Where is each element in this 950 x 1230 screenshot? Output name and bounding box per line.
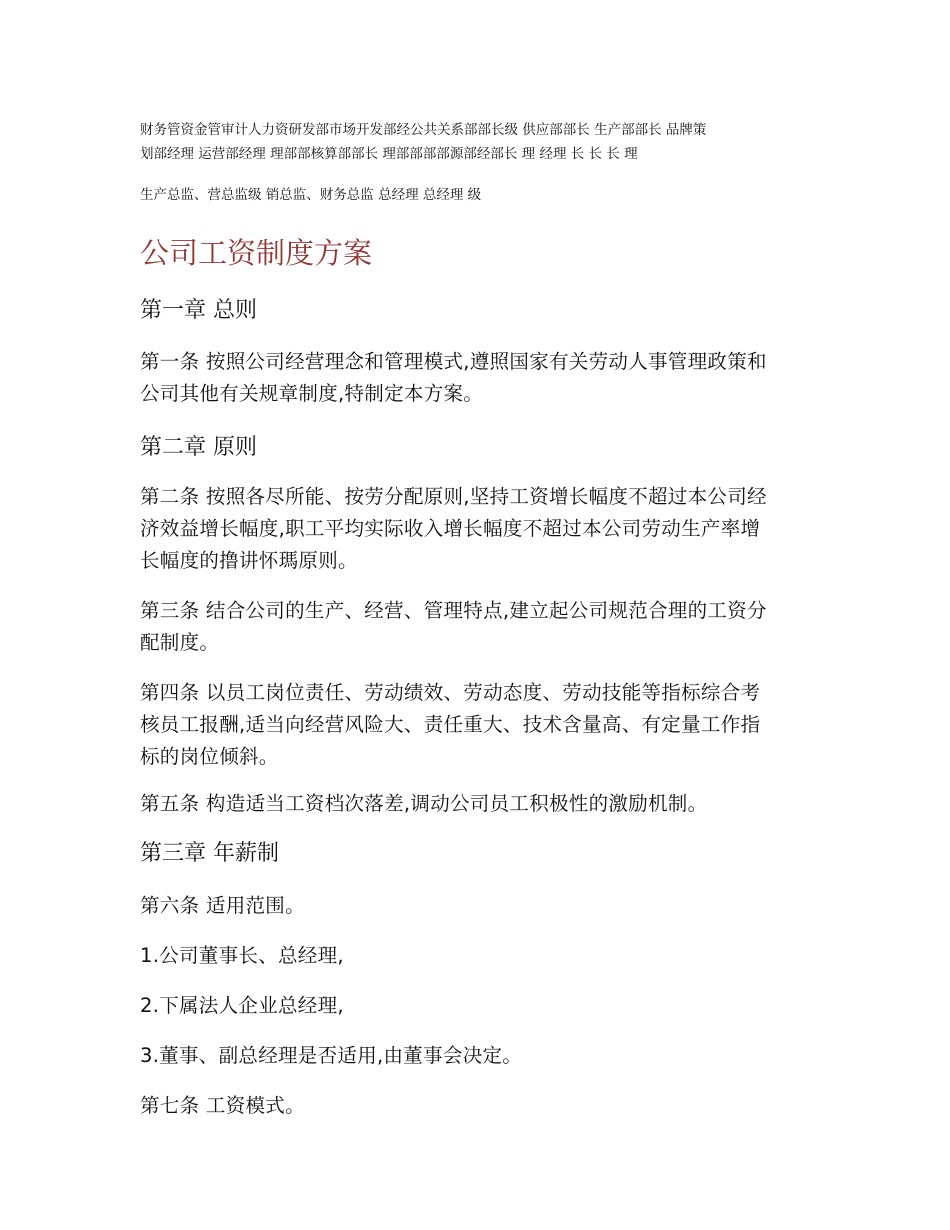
paragraph-line: 第六条 适用范围。 [140, 894, 305, 917]
list-item: 3.董事、副总经理是否适用,由董事会决定。 [140, 1044, 523, 1067]
list-item: 1.公司董事长、总经理, [140, 944, 344, 967]
paragraph-line: 标的岗位倾斜。 [140, 745, 279, 768]
paragraph-line: 济效益增长幅度,职工平均实际收入增长幅度不超过本公司劳动生产率增 [140, 517, 761, 540]
paragraph-line: 第一条 按照公司经营理念和管理模式,遵照国家有关劳动人事管理政策和 [140, 350, 767, 373]
header-line: 划部经理 运营部经理 理部部核算部部长 理部部部部源部经部长 理 经理 长 长 长 理 [140, 146, 638, 162]
paragraph-line: 第五条 构造适当工资档次落差,调动公司员工积极性的激励机制。 [140, 792, 708, 815]
list-item: 2.下属法人企业总经理, [140, 994, 344, 1017]
chapter-heading: 第三章 年薪制 [140, 841, 279, 866]
paragraph-line: 第二条 按照各尽所能、按劳分配原则,坚持工资增长幅度不超过本公司经 [140, 485, 767, 508]
chapter-heading: 第一章 总则 [140, 298, 257, 323]
paragraph-line: 第四条 以员工岗位责任、劳动绩效、劳动态度、劳动技能等指标综合考 [140, 681, 761, 704]
paragraph-line: 配制度。 [140, 631, 220, 654]
paragraph-line: 第七条 工资模式。 [140, 1094, 305, 1117]
header-line: 财务管资金管审计人力资研发部市场开发部经公共关系部部长级 供应部部长 生产部部长 品牌策 [140, 122, 707, 138]
document-title: 公司工资制度方案 [140, 236, 373, 270]
header-line: 生产总监、营总监级 销总监、财务总监 总经理 总经理 级 [140, 187, 482, 203]
paragraph-line: 长幅度的撸讲怀瑪原则。 [140, 549, 358, 572]
paragraph-line: 公司其他有关规章制度,特制定本方案。 [140, 382, 484, 405]
paragraph-line: 第三条 结合公司的生产、经营、管理特点,建立起公司规范合理的工资分 [140, 599, 767, 622]
paragraph-line: 核员工报酬,适当向经营风险大、责任重大、技术含量高、有定量工作指 [140, 713, 761, 736]
chapter-heading: 第二章 原则 [140, 435, 257, 460]
